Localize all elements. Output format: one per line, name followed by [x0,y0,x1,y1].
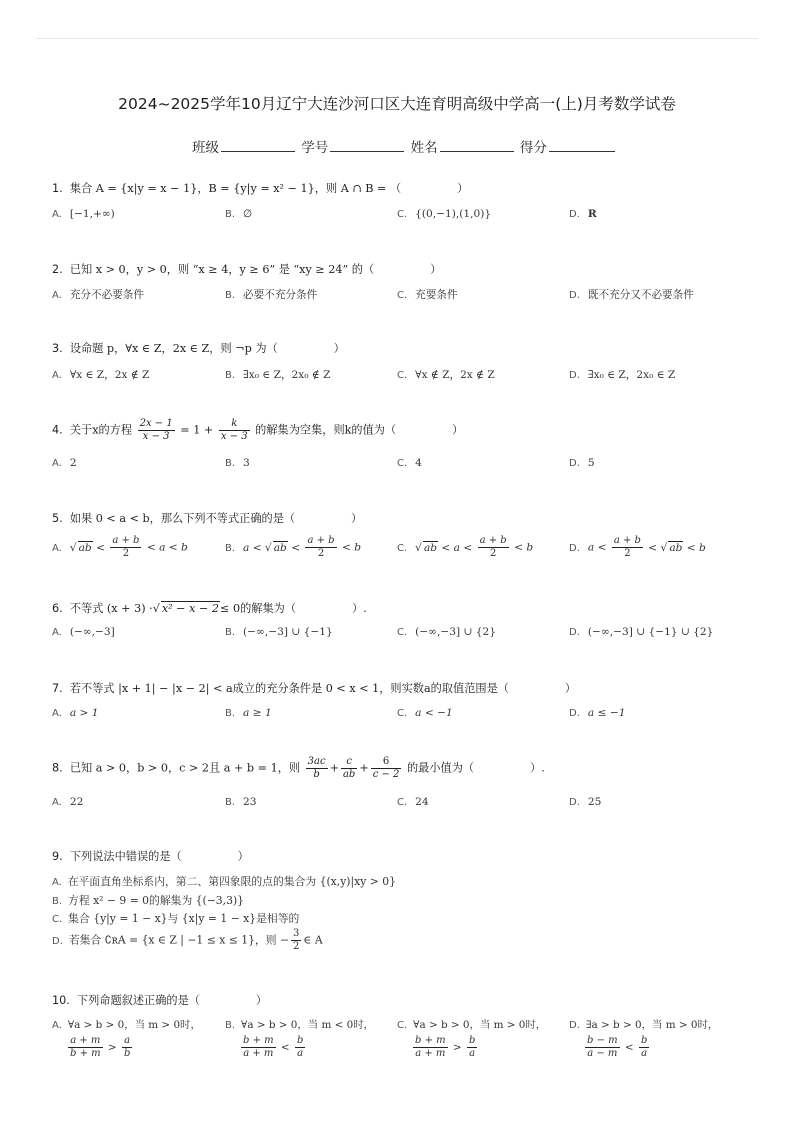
option-d[interactable]: D. ∃a > b > 0，当 m > 0时， $\frac{b - m}{a - m}$ < $\frac{b}{a}$ [569,1019,719,1059]
option-c[interactable]: C. {(0,−1),(1,0)} [397,208,492,220]
option-b[interactable]: B. (−∞,−3] ∪ {−1} [225,626,333,638]
option-d[interactable]: D. 若集合 ∁ʀA = {x ∈ Z | −1 ≤ x ≤ 1}，则 − $\frac{3}{2}$ ∈ A [52,928,323,952]
name-blank[interactable] [440,139,514,152]
option-c[interactable]: C. 充要条件 [397,289,458,301]
option-d[interactable]: D. R [569,208,597,220]
header-divider [36,38,758,39]
option-a[interactable]: A. a > 1 [52,707,99,719]
question-stem: 设命题 p，∀x ∈ Z，2x ∈ Z，则 ¬p 为（ ） [69,342,345,355]
option-a[interactable]: A. ∀x ∈ Z，2x ∉ Z [52,369,150,381]
option-d[interactable]: D. (−∞,−3] ∪ {−1} ∪ {2} [569,626,714,638]
option-a[interactable]: A. √ ab < $\frac{a + b}{2}$ < a < b [52,535,188,559]
option-a[interactable]: A. (−∞,−3] [52,626,115,638]
option-d[interactable]: D. a < $\frac{a + b}{2}$ < √ ab < b [569,535,706,559]
option-d[interactable]: D. 既不充分又不必要条件 [569,289,694,301]
option-d[interactable]: D. 5 [569,457,595,469]
question-1: 1. 集合 A = {x|y = x − 1}，B = {y|y = x² − 1}，则 A ∩ B = （ ） [52,182,469,195]
question-stem: 若不等式 |x + 1| − |x − 2| < a成立的充分条件是 0 < x < 1，则实数a的取值范围是（ ） [69,682,577,695]
option-c[interactable]: C. a < −1 [397,707,453,719]
name-label: 姓名 [410,140,438,156]
option-b[interactable]: B. 方程 x² − 9 = 0的解集为 {(−3,3)} [52,894,245,907]
option-c[interactable]: C. (−∞,−3] ∪ {2} [397,626,496,638]
question-10: 10. 下列命题叙述正确的是（ ） [52,994,268,1007]
id-blank[interactable] [330,139,404,152]
score-blank[interactable] [549,139,615,152]
option-b[interactable]: B. 必要不充分条件 [225,289,318,301]
score-label: 得分 [519,140,547,156]
option-b[interactable]: B. ∀a > b > 0，当 m < 0时， $\frac{b + m}{a + m}$ < $\frac{b}{a}$ [225,1019,375,1059]
question-7: 7. 若不等式 |x + 1| − |x − 2| < a成立的充分条件是 0 < x < 1，则实数a的取值范围是（ ） [52,682,577,695]
question-stem: 下列命题叙述正确的是（ ） [76,994,268,1007]
option-c[interactable]: C. 24 [397,796,429,808]
option-a[interactable]: A. [−1,+∞) [52,208,115,220]
option-a[interactable]: A. 22 [52,796,84,808]
question-2: 2. 已知 x > 0，y > 0，则 “x ≥ 4，y ≥ 6” 是 “xy ≥ 24” 的（ ） [52,263,442,276]
student-info-row [192,136,617,156]
option-d[interactable]: D. a ≤ −1 [569,707,626,719]
question-3: 3. 设命题 p，∀x ∈ Z，2x ∈ Z，则 ¬p 为（ ） [52,342,345,355]
option-c[interactable]: C. ∀a > b > 0，当 m > 0时， $\frac{b + m}{a + m}$ > $\frac{b}{a}$ [397,1019,547,1059]
question-stem: 如果 0 < a < b，那么下列不等式正确的是（ ） [69,512,363,525]
question-stem: 下列说法中错误的是（ ） [69,850,249,863]
option-d[interactable]: D. ∃x₀ ∈ Z，2x₀ ∈ Z [569,369,676,381]
question-8: 8. 已知 a > 0，b > 0，c > 2且 a + b = 1，则 $\frac{3ac}{b}$ + $\frac{c}{ab}$ + $\frac{6}{c - 2}$ 的最小值为（ ）. [52,756,545,780]
exam-title: 2024~2025学年10月辽宁大连沙河口区大连育明高级中学高一(上)月考数学试卷 [118,95,676,113]
option-c[interactable]: C. √ ab < a < $\frac{a + b}{2}$ < b [397,535,534,559]
question-stem: 集合 A = {x|y = x − 1}，B = {y|y = x² − 1}，则 A ∩ B = （ ） [69,182,469,195]
question-6: 6. 不等式 (x + 3) ·√ x² − x − 2≤ 0的解集为（ ）. [52,602,367,615]
question-9: 9. 下列说法中错误的是（ ） [52,850,249,863]
option-a[interactable]: A. 在平面直角坐标系内，第二、第四象限的点的集合为 {(x,y)|xy > 0} [52,875,396,888]
option-b[interactable]: B. ∅ [225,208,253,220]
option-b[interactable]: B. 3 [225,457,250,469]
option-a[interactable]: A. 充分不必要条件 [52,289,144,301]
option-d[interactable]: D. 25 [569,796,602,808]
option-a[interactable]: A. 2 [52,457,77,469]
fraction: $\frac{2x - 1}{x - 3}$ [139,418,173,442]
fraction: $\frac{k}{x - 3}$ [220,418,248,442]
id-label: 学号 [301,140,329,156]
option-b[interactable]: B. a ≥ 1 [225,707,272,719]
option-b[interactable]: B. a < √ ab < $\frac{a + b}{2}$ < b [225,535,361,559]
option-c[interactable]: C. ∀x ∉ Z，2x ∉ Z [397,369,495,381]
option-c[interactable]: C. 集合 {y|y = 1 − x}与 {x|y = 1 − x}是相等的 [52,912,300,925]
option-a[interactable]: A. ∀a > b > 0，当 m > 0时， $\frac{a + m}{b + m}$ > $\frac{a}{b}$ [52,1019,201,1059]
question-5: 5. 如果 0 < a < b，那么下列不等式正确的是（ ） [52,512,363,525]
option-b[interactable]: B. ∃x₀ ∈ Z，2x₀ ∉ Z [225,369,331,381]
class-label: 班级 [192,140,219,156]
option-c[interactable]: C. 4 [397,457,422,469]
class-blank[interactable] [221,139,295,152]
question-stem: 已知 x > 0，y > 0，则 “x ≥ 4，y ≥ 6” 是 “xy ≥ 24” 的（ ） [69,263,442,276]
option-b[interactable]: B. 23 [225,796,257,808]
question-4: 4. 关于x的方程 $\frac{2x - 1}{x - 3}$ = 1 + $\frac{k}{x - 3}$ 的解集为空集，则k的值为（ ） [52,418,464,442]
